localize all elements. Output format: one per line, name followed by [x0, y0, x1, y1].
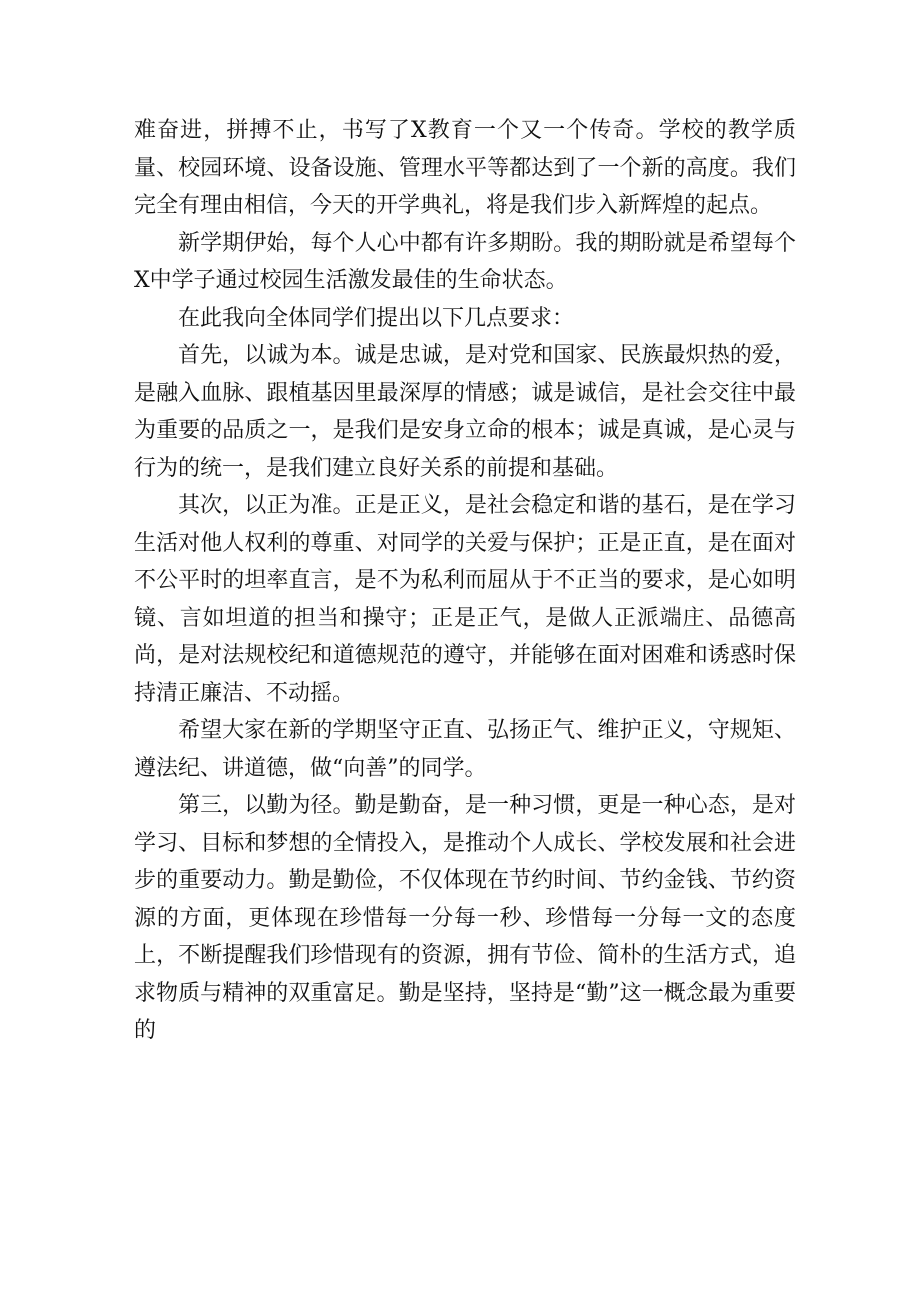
paragraph: 新学期伊始，每个人心中都有许多期盼。我的期盼就是希望每个X中学子通过校园生活激发最佳的生命状态。 — [134, 230, 796, 293]
document-body — [134, 112, 796, 1050]
paragraph: 希望大家在新的学期坚守正直、弘扬正气、维护正义，守规矩、遵法纪、讲道德，做“向善”的同学。 — [134, 718, 796, 781]
paragraph: 第三，以勤为径。勤是勤奋，是一种习惯，更是一种心态，是对学习、目标和梦想的全情投入，是推动个人成长、学校发展和社会进步的重要动力。勤是勤俭，不仅体现在节约时间、节约金钱、节约资源的方面，更体现在珍惜每一分每一秒、珍惜每一分每一文的态度上，不断提醒我们珍惜现有的资源，拥有节俭、简朴的生活方式，追求物质与精神的双重富足。勤是坚持，坚持是“勤”这一概念最为重要的 — [134, 793, 796, 1043]
paragraph: 难奋进，拼搏不止，书写了X教育一个又一个传奇。学校的教学质量、校园环境、设备设施、管理水平等都达到了一个新的高度。我们完全有理由相信，今天的开学典礼，将是我们步入新辉煌的起点。 — [134, 118, 796, 218]
paragraph: 在此我向全体同学们提出以下几点要求： — [178, 305, 575, 331]
paragraph: 首先，以诚为本。诚是忠诚，是对党和国家、民族最炽热的爱，是融入血脉、跟植基因里最深厚的情感；诚是诚信，是社会交往中最为重要的品质之一，是我们是安身立命的根本；诚是真诚，是心灵与行为的统一，是我们建立良好关系的前提和基础。 — [134, 343, 796, 481]
paragraph: 其次，以正为准。正是正义，是社会稳定和谐的基石，是在学习生活对他人权利的尊重、对同学的关爱与保护；正是正直，是在面对不公平时的坦率直言，是不为私利而屈从于不正当的要求，是心如明镜、言如坦道的担当和操守；正是正气，是做人正派端庄、品德高尚，是对法规校纪和道德规范的遵守，并能够在面对困难和诱惑时保持清正廉洁、不动摇。 — [134, 493, 796, 706]
